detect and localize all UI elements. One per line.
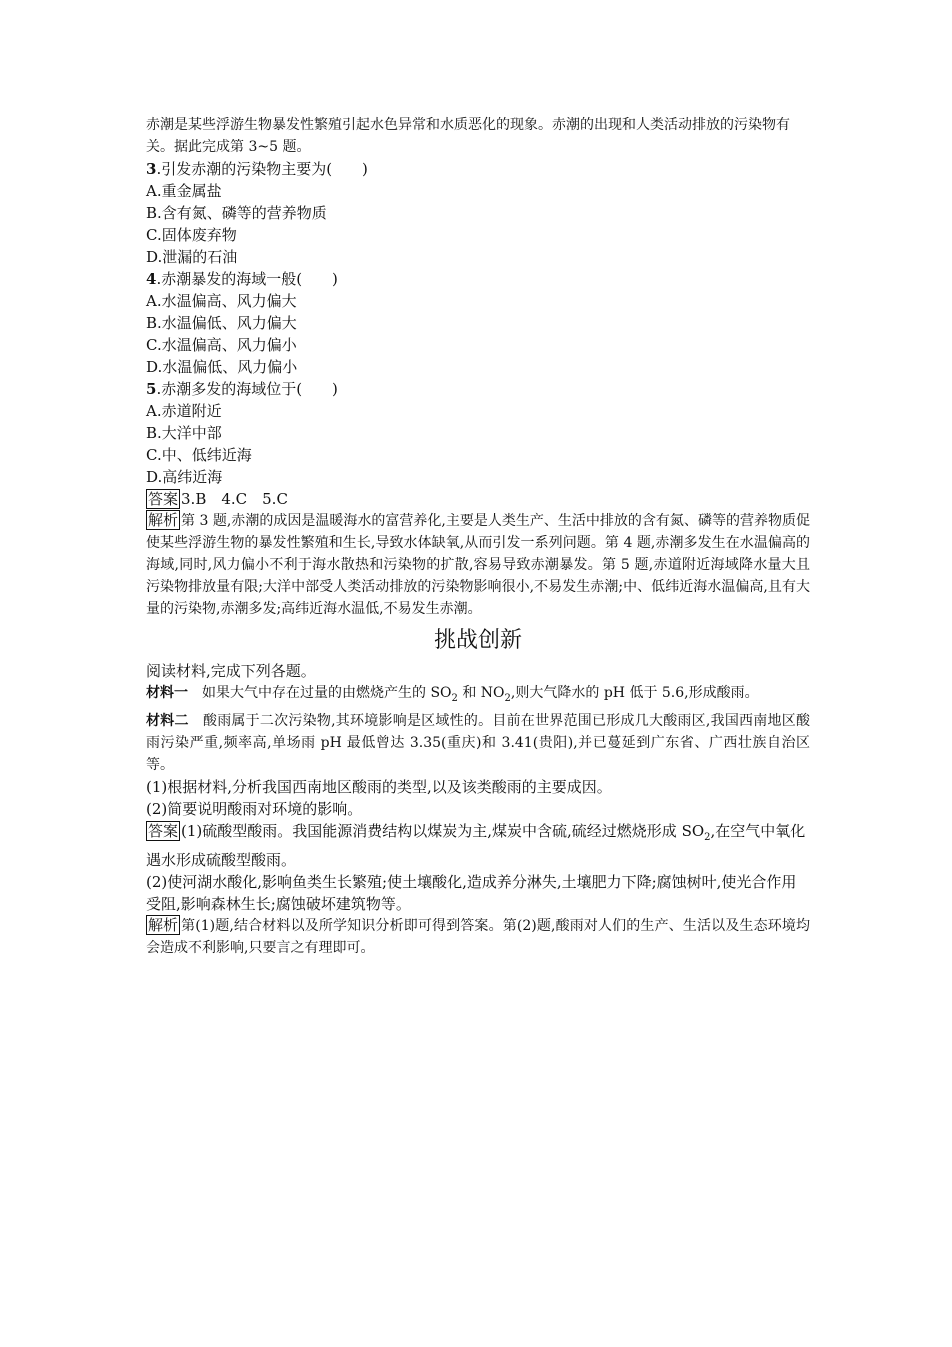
option-a: A.赤道附近 [146,402,222,420]
read-instruction: 阅读材料,完成下列各题。 [146,662,316,680]
material-2-text: 酸雨属于二次污染物,其环境影响是区域性的。目前在世界范围已形成几大酸雨区,我国西南地区酸雨污染严重,频率高,单场雨 pH 最低曾达 3.35(重庆)和 3.41(贵阳),并已蔓延到广东省、广西壮族自治区等。 [146,712,811,773]
option-c: C.中、低纬近海 [146,446,252,464]
question-stem [146,268,810,290]
option-d: D.泄漏的石油 [146,248,238,266]
answer-2-text: ,在空气中氧化遇水形成硫酸型酸雨。 [146,821,806,869]
material-1-text: ,则大气降水的 pH 低于 5.6,形成酸雨。 [510,685,759,701]
material-1-text: 和 NO [457,685,505,701]
question-number: 5 [146,380,157,398]
question-number: 3 [146,160,157,178]
answer-2 [146,820,810,871]
task-2: (2)简要说明酸雨对环境的影响。 [146,799,363,818]
subscript: 2 [451,692,458,704]
option-c: C.水温偏高、风力偏小 [146,336,297,354]
question-3 [146,158,810,268]
answer-tag: 答案 [148,821,179,840]
question-number: 4 [146,270,157,288]
subscript: 2 [504,692,511,704]
explanation-tag: 解析 [148,511,179,529]
option-d: D.水温偏低、风力偏小 [146,358,298,376]
option-b: B.大洋中部 [146,424,222,442]
question-text: .引发赤潮的污染物主要为( ) [156,160,368,178]
question-stem [146,158,810,180]
material-1-label: 材料一 [146,685,188,701]
answer-tag: 答案 [148,490,179,508]
option-b: B.水温偏低、风力偏大 [146,314,297,332]
explanation-2-text: 第(1)题,结合材料以及所学知识分析即可得到答案。第(2)题,酸雨对人们的生产、生活以及生态环境均会造成不利影响,只要言之有理即可。 [146,917,810,956]
option-d: D.高纬近海 [146,468,223,486]
answer-text: 3.B 4.C 5.C [181,490,288,508]
explanation-text: 第 3 题,赤潮的成因是温暖海水的富营养化,主要是人类生产、生活中排放的含有氮、磷等的营养物质促使某些浮游生物的暴发性繁殖和生长,导致水体缺氧,从而引发一系列问题。第 4 题,赤潮多发生在水温偏高的海域,同时,风力偏小不利于海水散热和污染物的扩散,容易导致赤潮暴发。第 5 题,赤道附近海域降水量大且污染物排放量有限;大洋中部受人类活动排放的污染物影响很小,不易发生赤潮;中、低纬近海水温偏高,且有大量的污染物,赤潮多发;高纬近海水温低,不易发生赤潮。 [146,513,810,617]
question-stem [146,378,810,400]
answer-2-part-2: (2)使河湖水酸化,影响鱼类生长繁殖;使土壤酸化,造成养分淋失,土壤肥力下降;腐蚀树叶,使光合作用受阻,影响森林生长;腐蚀破坏建筑物等。 [146,872,797,913]
material-1-text: 如果大气中存在过量的由燃烧产生的 SO [188,685,452,701]
option-b: B.含有氮、磷等的营养物质 [146,204,327,222]
document-page [146,114,810,959]
material-2 [146,710,810,776]
explanation [146,510,810,620]
option-a: A.水温偏高、风力偏大 [146,292,297,310]
option-c: C.固体废弃物 [146,226,237,244]
explanation-tag: 解析 [148,915,179,934]
intro-paragraph: 赤潮是某些浮游生物暴发性繁殖引起水色异常和水质恶化的现象。赤潮的出现和人类活动排放的污染物有关。据此完成第 3~5 题。 [146,117,790,155]
section-title: 挑战创新 [433,628,522,653]
task-1: (1)根据材料,分析我国西南地区酸雨的类型,以及该类酸雨的主要成因。 [146,777,612,796]
question-5 [146,378,810,488]
answer-line [146,488,810,510]
explanation-2 [146,915,810,959]
question-4 [146,268,810,378]
question-text: .赤潮暴发的海域一般( ) [156,270,338,288]
subscript: 2 [704,831,711,843]
answer-2-text: (1)硫酸型酸雨。我国能源消费结构以煤炭为主,煤炭中含硫,硫经过燃烧形成 SO [181,821,705,840]
option-a: A.重金属盐 [146,182,222,200]
question-text: .赤潮多发的海域位于( ) [156,380,338,398]
material-1 [146,682,810,710]
material-2-label: 材料二 [146,712,189,729]
